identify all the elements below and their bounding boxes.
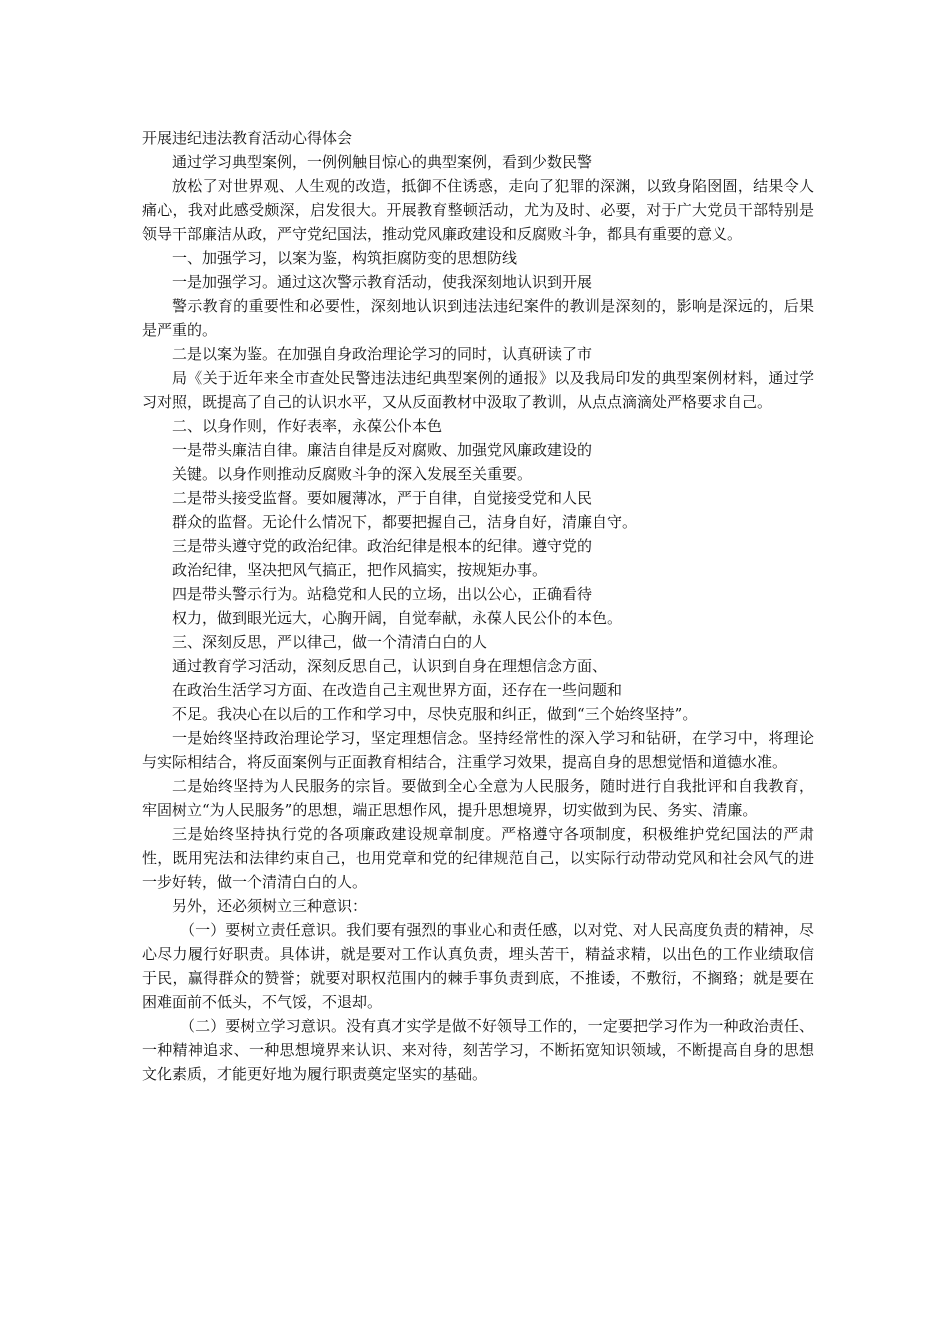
paragraph: 四是带头警示行为。站稳党和人民的立场，出以公心，正确看待: [172, 585, 593, 603]
paragraph: 通过教育学习活动，深刻反思自己，认识到自身在理想信念方面、: [172, 657, 608, 675]
paragraph: 通过学习典型案例，一例例触目惊心的典型案例，看到少数民警: [172, 153, 593, 171]
document-body: [142, 150, 814, 1086]
paragraph: 群众的监督。无论什么情况下，都要把握自己，洁身自好，清廉自守。: [172, 513, 638, 531]
paragraph: 一是加强学习。通过这次警示教育活动，使我深刻地认识到开展: [172, 273, 593, 291]
paragraph: （一）要树立责任意识。我们要有强烈的事业心和责任感，以对党、对人民高度负责的精神，尽心尽力履行好职责。具体讲，就是要对工作认真负责，埋头苦干，精益求精，以出色的工作业绩取信于民，赢得群众的赞誉；就要对职权范围内的棘手事负责到底，不推诿，不敷衍，不搁臵；就是要在困难面前不低头，不气馁，不退却。: [142, 921, 814, 1011]
paragraph: 政治纪律，坚决把风气搞正，把作风搞实，按规矩办事。: [172, 561, 548, 579]
paragraph: 三是带头遵守党的政治纪律。政治纪律是根本的纪律。遵守党的: [172, 537, 593, 555]
document-title: 开展违纪违法教育活动心得体会: [142, 129, 353, 147]
paragraph: 一是始终坚持政治理论学习，坚定理想信念。坚持经常性的深入学习和钻研，在学习中，将理论与实际相结合，将反面案例与正面教育相结合，注重学习效果，提高自身的思想觉悟和道德水准。: [142, 729, 814, 771]
paragraph: 权力，做到眼光远大，心胸开阔，自觉奉献，永葆人民公仆的本色。: [172, 609, 623, 627]
paragraph: 三是始终坚持执行党的各项廉政建设规章制度。严格遵守各项制度，积极维护党纪国法的严肃性，既用宪法和法律约束自己，也用党章和党的纪律规范自己，以实际行动带动党风和社会风气的进一步好转，做一个清清白白的人。: [142, 825, 814, 891]
paragraph: 局《关于近年来全市查处民警违法违纪典型案例的通报》以及我局印发的典型案例材料，通过学习对照，既提高了自己的认识水平，又从反面教材中汲取了教训，从点点滴滴处严格要求自己。: [142, 369, 814, 411]
paragraph: 二是始终坚持为人民服务的宗旨。要做到全心全意为人民服务，随时进行自我批评和自我教育，牢固树立“为人民服务”的思想，端正思想作风，提升思想境界，切实做到为民、务实、清廉。: [142, 777, 814, 819]
paragraph: 二、以身作则，作好表率，永葆公仆本色: [172, 417, 443, 435]
paragraph: 三、深刻反思，严以律己，做一个清清白白的人: [172, 633, 488, 651]
paragraph: 二是以案为鉴。在加强自身政治理论学习的同时，认真研读了市: [172, 345, 593, 363]
paragraph: 二是带头接受监督。要如履薄冰，严于自律，自觉接受党和人民: [172, 489, 593, 507]
paragraph: （二）要树立学习意识。没有真才实学是做不好领导工作的，一定要把学习作为一种政治责任、一种精神追求、一种思想境界来认识、来对待，刻苦学习，不断拓宽知识领域，不断提高自身的思想文化素质，才能更好地为履行职责奠定坚实的基础。: [142, 1017, 814, 1083]
paragraph: 关键。以身作则推动反腐败斗争的深入发展至关重要。: [172, 465, 533, 483]
paragraph: 另外，还必须树立三种意识：: [172, 897, 368, 915]
paragraph: 放松了对世界观、人生观的改造，抵御不住诱惑，走向了犯罪的深渊，以致身陷囹圄，结果令人痛心，我对此感受颇深，启发很大。开展教育整顿活动，尤为及时、必要，对于广大党员干部特别是领导干部廉洁从政，严守党纪国法，推动党风廉政建设和反腐败斗争，都具有重要的意义。: [142, 177, 814, 243]
paragraph: 一、加强学习，以案为鉴，构筑拒腐防变的思想防线: [172, 249, 518, 267]
paragraph: 在政治生活学习方面、在改造自己主观世界方面，还存在一些问题和: [172, 681, 623, 699]
paragraph: 一是带头廉洁自律。廉洁自律是反对腐败、加强党风廉政建设的: [172, 441, 593, 459]
paragraph: 不足。我决心在以后的工作和学习中，尽快克服和纠正，做到“三个始终坚持”。: [172, 705, 698, 723]
paragraph: 警示教育的重要性和必要性，深刻地认识到违法违纪案件的教训是深刻的，影响是深远的，后果是严重的。: [142, 297, 814, 339]
document-page: [142, 126, 814, 1086]
